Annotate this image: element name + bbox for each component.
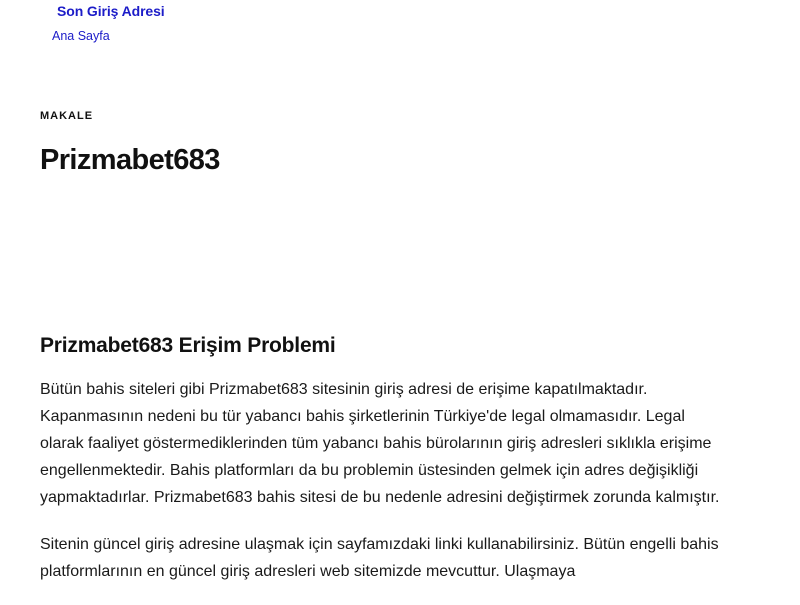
section-heading: Prizmabet683 Erişim Problemi xyxy=(40,334,336,357)
article-category: MAKALE xyxy=(40,110,94,122)
article-paragraph: Sitenin güncel giriş adresine ulaşmak için sayfamızdaki linki kullanabilirsiniz. Bütün engelli bahis platformlarının en güncel giriş adresleri web sitemizde mevcuttur. Ulaşmaya xyxy=(40,536,719,580)
article-content xyxy=(40,376,730,605)
page-title: Prizmabet683 xyxy=(40,144,220,176)
site-title-link[interactable]: Son Giriş Adresi xyxy=(57,3,165,19)
article-paragraph: Bütün bahis siteleri gibi Prizmabet683 sitesinin giriş adresi de erişime kapatılmaktadır. Kapanmasının nedeni bu tür yabancı bahis şirketlerinin Türkiye'de legal olmamasıdır. Legal olarak faaliyet göstermediklerinden tüm yabancı bahis bürolarının giriş adresleri sıklıkla erişime engellenmektedir. Bahis platformları da bu problemin üstesinden gelmek için adres değişikliği yapmaktadırlar. Prizmabet683 bahis sitesi de bu nedenle adresini değiştirmek zorunda kalmıştır. xyxy=(40,381,720,506)
nav-item-home[interactable]: Ana Sayfa xyxy=(52,29,110,43)
